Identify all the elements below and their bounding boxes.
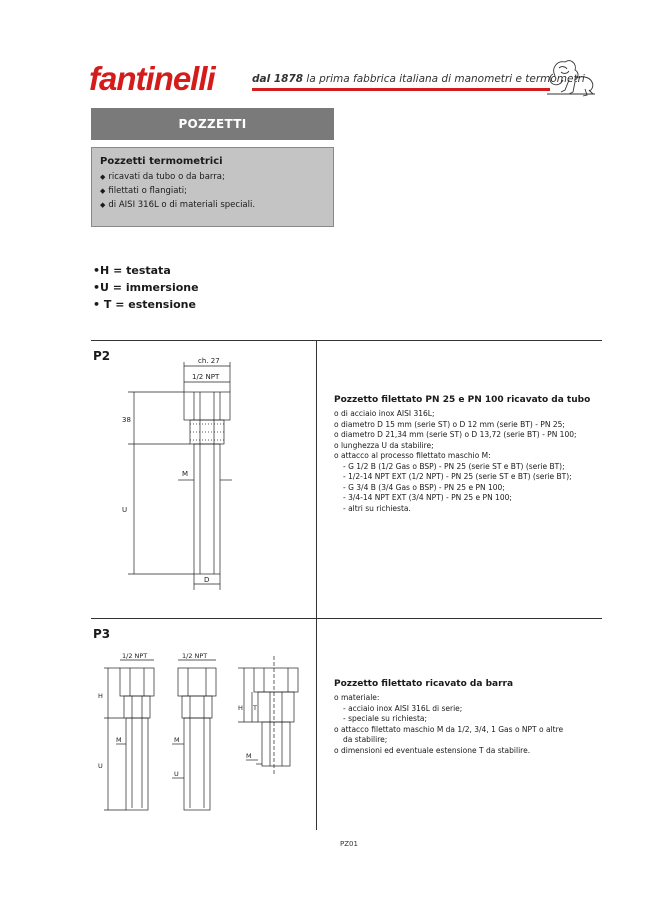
intro-list	[100, 170, 325, 212]
p2-dim-38: 38	[122, 416, 131, 424]
diamond-bullet-icon: ◆	[100, 173, 106, 181]
intro-item	[100, 184, 325, 198]
section-divider	[91, 618, 602, 619]
tagline-rest: la prima fabbrica italiana di manometri e termometri	[303, 73, 585, 85]
brand-logo	[89, 62, 249, 96]
p3-line: o materiale:	[334, 693, 380, 702]
p2-subline: - G 1/2 B (1/2 Gas o BSP) - PN 25 (serie ST e BT) (serie BT);	[343, 461, 565, 471]
p3-lbl-h2: H	[238, 704, 243, 712]
intro-item-text: di AISI 316L o di materiali speciali.	[108, 200, 256, 210]
p2-dim-ch: ch. 27	[198, 357, 220, 365]
p3-description	[334, 679, 604, 756]
page-code: PZ01	[340, 840, 358, 848]
p3-label: P3	[93, 627, 111, 641]
dimension-legend	[93, 262, 199, 313]
p3-subline: - speciale su richiesta;	[343, 714, 428, 723]
p2-line: o attacco al processo filettato maschio M:	[334, 451, 491, 460]
tagline	[252, 73, 585, 85]
p3-line-cont: da stabilire;	[343, 735, 388, 744]
intro-heading: Pozzetti termometrici	[100, 156, 223, 167]
p2-line: o diametro D 15 mm (serie ST) o D 12 mm (serie BT) - PN 25;	[334, 419, 565, 429]
p3-lbl-u2: U	[174, 770, 179, 778]
p2-line: o di acciaio inox AISI 316L;	[334, 409, 435, 418]
p2-subline: - G 3/4 B (3/4 Gas o BSP) - PN 25 e PN 100;	[343, 482, 505, 492]
p3-lbl-m: M	[116, 736, 122, 744]
section-title-bar	[91, 108, 334, 140]
p3-heading: Pozzetto filettato ricavato da barra	[334, 679, 514, 689]
page-title: POZZETTI	[178, 117, 247, 131]
intro-box	[91, 147, 334, 227]
p3-lbl-t: T	[253, 704, 257, 712]
p3-line: o dimensioni ed eventuale estensione T da stabilire.	[334, 745, 531, 755]
brand-wordmark: fantinelli	[89, 60, 215, 97]
p3-lbl-m2: M	[174, 736, 180, 744]
column-divider	[316, 618, 317, 830]
p2-drawing	[120, 352, 260, 592]
column-divider	[316, 340, 317, 618]
tagline-bold: dal 1878	[252, 73, 304, 85]
p2-dim-d: D	[204, 576, 210, 584]
intro-item-text: ricavati da tubo o da barra;	[108, 172, 225, 182]
p2-heading: Pozzetto filettato PN 25 e PN 100 ricavato da tubo	[334, 395, 591, 405]
legend-item: •U = immersione	[93, 281, 199, 294]
p3-lbl-u: U	[98, 762, 103, 770]
section-divider	[91, 340, 602, 341]
diamond-bullet-icon: ◆	[100, 187, 106, 195]
p3-npt-a: 1/2 NPT	[122, 652, 148, 660]
tagline-underline	[252, 88, 550, 91]
p2-description	[334, 395, 604, 514]
legend-item: • T = estensione	[93, 298, 196, 311]
intro-item	[100, 198, 325, 212]
legend-item: •H = testata	[93, 264, 171, 277]
lion-emblem-icon	[545, 56, 597, 98]
p2-dim-m: M	[182, 470, 189, 478]
p3-subline: - acciaio inox AISI 316L di serie;	[343, 703, 463, 713]
p3-drawing	[96, 652, 310, 822]
p2-subline: - 1/2-14 NPT EXT (1/2 NPT) - PN 25 (serie ST e BT) (serie BT);	[343, 472, 572, 481]
p2-label: P2	[93, 349, 111, 363]
p2-subline: - altri su richiesta.	[343, 503, 411, 513]
diamond-bullet-icon: ◆	[100, 201, 106, 209]
p2-dim-u: U	[122, 506, 128, 514]
p2-line: o diametro D 21,34 mm (serie ST) o D 13,72 (serie BT) - PN 100;	[334, 430, 577, 439]
p3-lbl-h: H	[98, 692, 103, 700]
intro-item	[100, 170, 325, 184]
p2-dim-npt: 1/2 NPT	[192, 373, 220, 381]
p3-lbl-m3: M	[246, 752, 252, 760]
intro-item-text: filettati o flangiati;	[108, 186, 187, 196]
p3-line: o attacco filettato maschio M da 1/2, 3/4, 1 Gas o NPT o altre	[334, 724, 564, 734]
p2-subline: - 3/4-14 NPT EXT (3/4 NPT) - PN 25 e PN 100;	[343, 493, 512, 502]
p2-line: o lunghezza U da stabilire;	[334, 440, 434, 450]
p3-npt-b: 1/2 NPT	[182, 652, 208, 660]
